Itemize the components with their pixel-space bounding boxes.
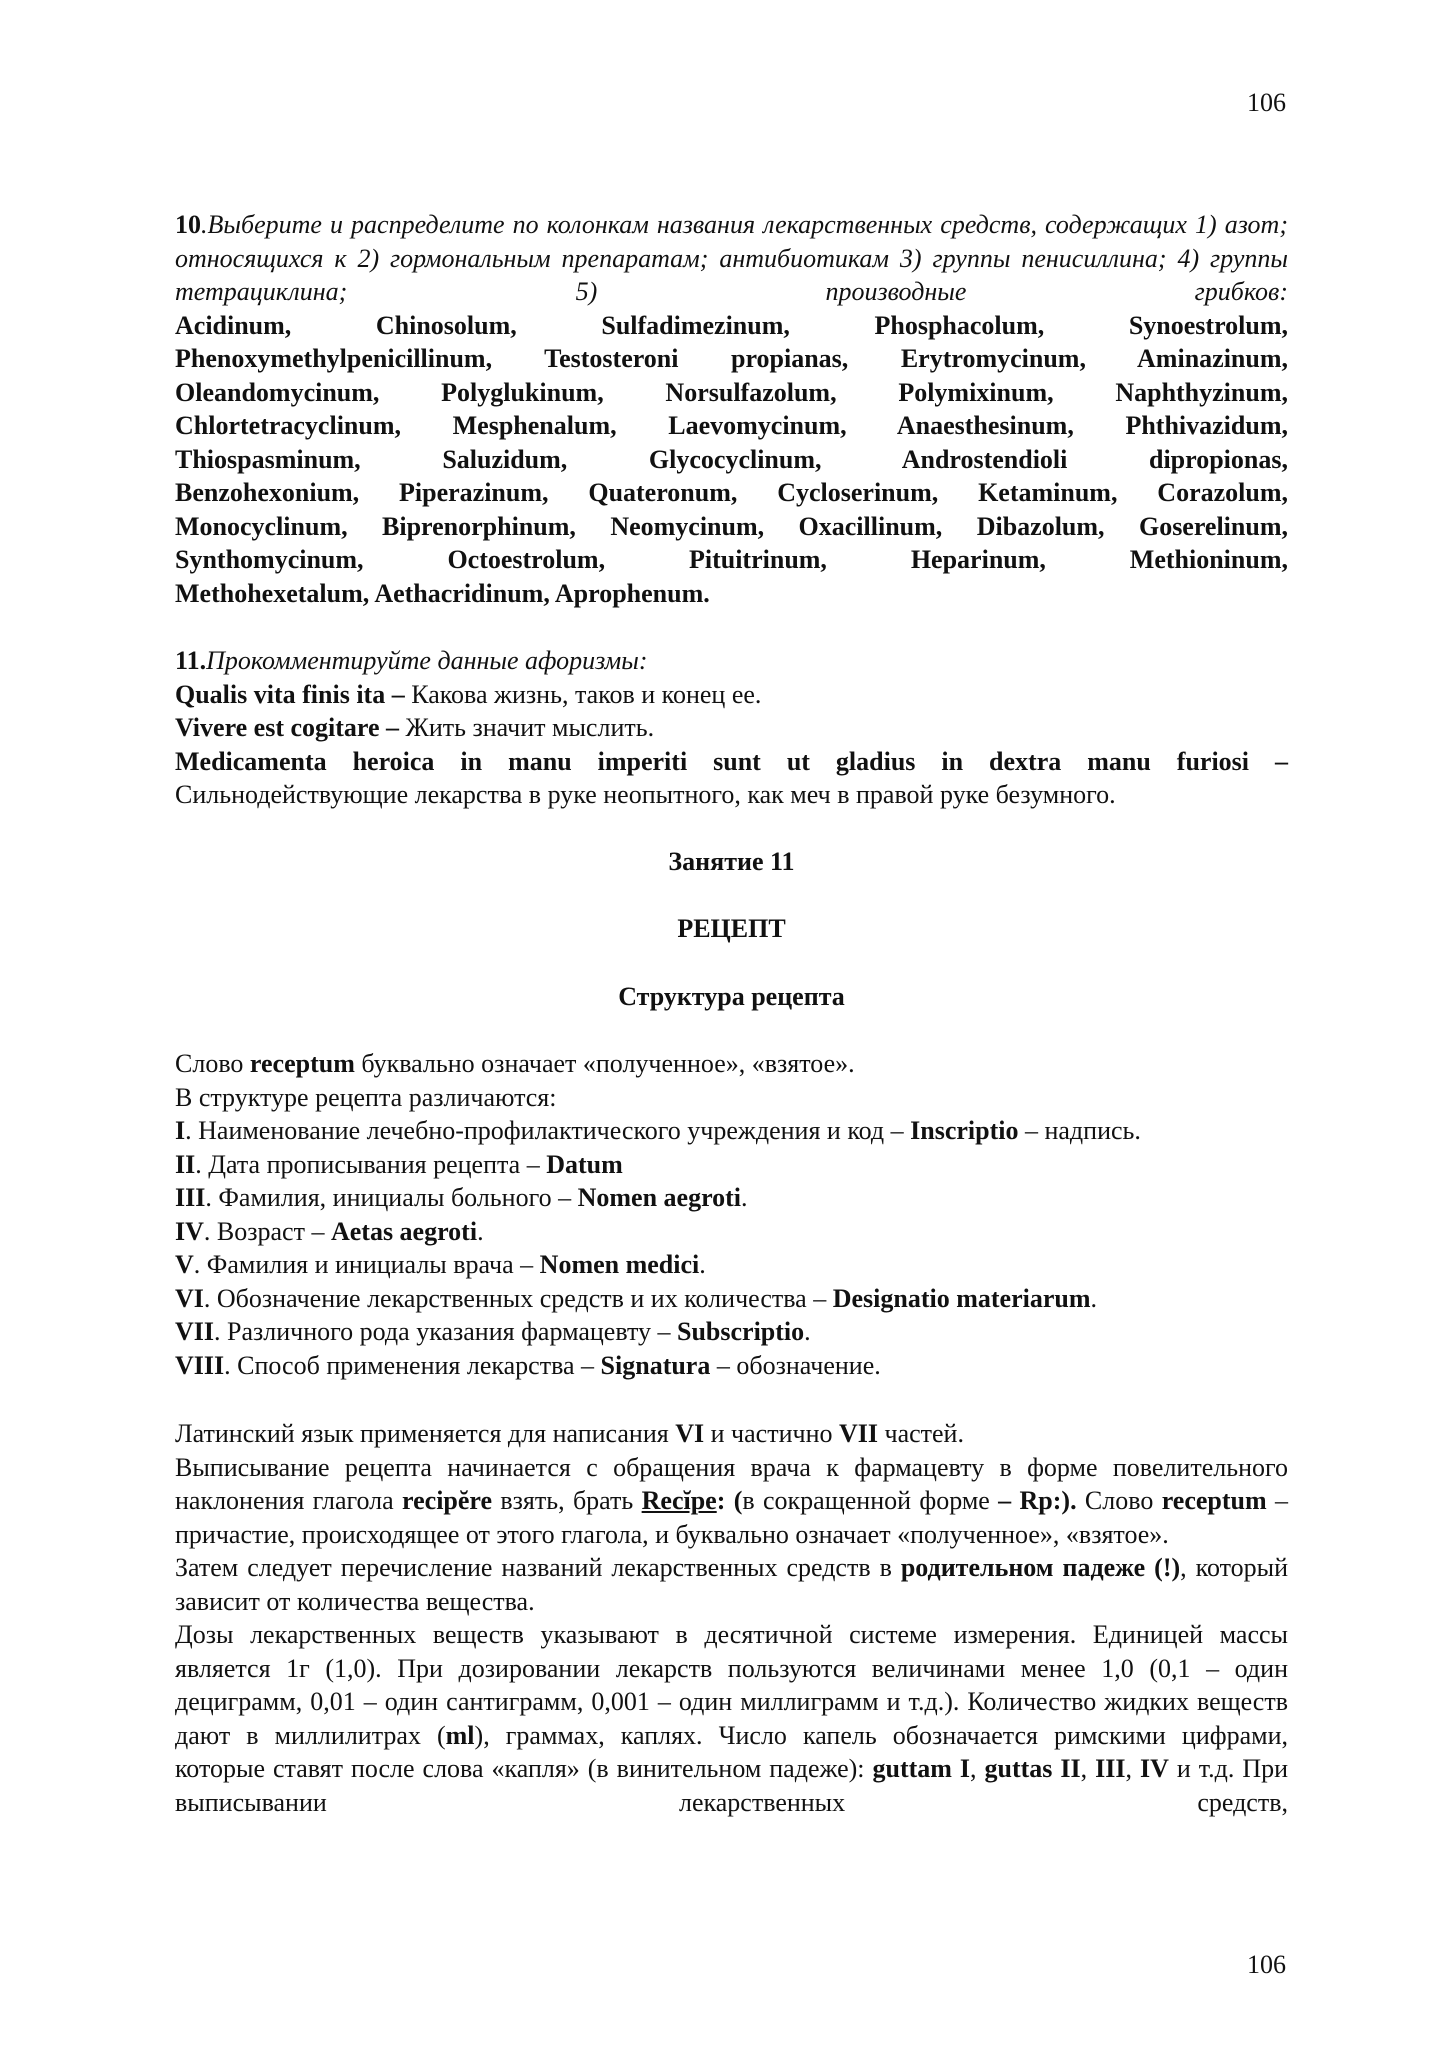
- drug-line: [175, 543, 1288, 577]
- text: .: [1090, 1283, 1097, 1313]
- drug-name: Quateronum,: [588, 478, 778, 507]
- roman-numeral: V: [175, 1250, 194, 1279]
- term: VI: [675, 1419, 705, 1448]
- aphorism-translation: Сильнодействующие лекарства в руке неопытного, как меч в правой руке безумного.: [175, 780, 1116, 809]
- roman-numeral: VII: [175, 1317, 215, 1346]
- aphorism: [175, 711, 1288, 745]
- drug-name: Chlortetracyclinum,: [175, 411, 453, 440]
- drug-line: [175, 476, 1288, 510]
- drug-name: Phthivazidum,: [1125, 411, 1288, 440]
- text: частей.: [878, 1419, 964, 1448]
- text: ), граммах, каплях. Число капель обозначается римскими цифрами, которые ставят после слова «капля» (в винительном падеже):: [175, 1720, 1288, 1783]
- aphorism-latin: Qualis vita finis ita –: [175, 679, 405, 709]
- drug-name: Synthomycinum,: [175, 545, 448, 574]
- aphorism-translation: Какова жизнь, таков и конец ее.: [404, 679, 762, 709]
- spacer: [175, 1382, 1288, 1417]
- text: . Фамилия, инициалы больного –: [205, 1183, 578, 1212]
- task-10-number: 10: [175, 210, 201, 239]
- drug-line: [175, 342, 1288, 376]
- drug-name: Goserelinum,: [1138, 511, 1288, 541]
- aphorism-latin: Vivere est cogitare –: [175, 713, 400, 742]
- drug-line: [175, 443, 1288, 477]
- term: родительном падеже (!): [900, 1553, 1181, 1582]
- task-11: [175, 644, 1288, 812]
- page-number-top: 106: [1247, 88, 1286, 117]
- drug-line: [175, 409, 1288, 443]
- task-10: [175, 208, 1288, 610]
- task-11-number: 11.: [175, 646, 207, 675]
- recipe-structure: [175, 1047, 1288, 1382]
- aphorism-latin: Medicamenta heroica in manu imperiti sunt ut gladius in dextra manu furiosi –: [175, 746, 1288, 776]
- drug-name: Piperazinum,: [399, 478, 589, 507]
- drug-name: Neomycinum,: [610, 511, 799, 541]
- latin-term: Nomen aegroti: [577, 1183, 742, 1212]
- text: ,: [970, 1754, 985, 1783]
- intro-line: [175, 1047, 1288, 1081]
- drug-line: [175, 376, 1288, 410]
- drug-name: Dibazolum,: [976, 511, 1139, 541]
- drug-name: Benzohexonium,: [175, 478, 400, 507]
- latin-term: Inscriptio: [910, 1116, 1019, 1145]
- text: в сокращенной форме: [742, 1486, 999, 1515]
- term: receptum: [1161, 1486, 1267, 1515]
- drug-name: Phenoxymethylpenicillinum,: [175, 344, 545, 373]
- page-content: [175, 208, 1288, 1819]
- text: : (: [716, 1486, 743, 1515]
- drug-name: Phosphacolum,: [874, 310, 1129, 340]
- drug-name: Acidinum,: [175, 310, 376, 340]
- roman-numeral: VI: [175, 1283, 204, 1313]
- drug-name: Naphthyzinum,: [1115, 377, 1288, 407]
- text: Слово: [1076, 1486, 1162, 1515]
- aphorism: [175, 745, 1288, 779]
- spacer: [175, 610, 1288, 644]
- drug-name: Biprenorphinum,: [382, 511, 611, 541]
- drug-name: Ketaminum,: [978, 478, 1158, 507]
- lesson-topic: РЕЦЕПТ: [677, 914, 786, 943]
- drug-name: Synoestrolum,: [1128, 310, 1288, 340]
- drug-name: Laevomycinum,: [668, 411, 897, 440]
- paragraph: [175, 1451, 1288, 1552]
- text: ,: [1125, 1754, 1140, 1783]
- drug-name: Thiospasminum,: [175, 444, 443, 474]
- lesson-title: Занятие 11: [668, 846, 795, 876]
- spacer: [175, 878, 1288, 912]
- drug-name: Pituitrinum,: [688, 545, 911, 574]
- drug-name: Polymixinum,: [898, 377, 1116, 407]
- drug-name: Heparinum,: [910, 545, 1130, 574]
- structure-item: [175, 1282, 1288, 1316]
- paragraph: [175, 1551, 1288, 1618]
- roman-numeral: I: [175, 1116, 186, 1145]
- aphorism-translation: Жить значит мыслить.: [399, 713, 655, 742]
- text: . Фамилия и инициалы врача –: [193, 1250, 540, 1279]
- term: – Rp:).: [998, 1486, 1077, 1515]
- drug-name: Aethacridinum,: [374, 578, 555, 608]
- text: Выписывание рецепта начинается с обращения врача к фармацевту в форме повелительного наклонения глагола: [175, 1452, 1288, 1515]
- roman-numeral: VIII: [175, 1350, 225, 1380]
- text: Дозы лекарственных веществ указывают в десятичной системе измерения. Единицей массы является 1г (1,0). При дозировании лекарств пользуются величинами менее 1,0 (0,1 – один дециграмм, 0,01 – один сантиграмм, 0,001 – один миллиграмм и т.д.). Количество жидких веществ дают в миллилитрах (: [175, 1620, 1288, 1750]
- text: .: [804, 1317, 811, 1346]
- lead-line: В структуре рецепта различаются:: [175, 1082, 557, 1112]
- drug-name: Saluzidum,: [442, 444, 649, 474]
- spacer: [175, 1013, 1288, 1047]
- text: . Различного рода указания фармацевту –: [214, 1317, 677, 1346]
- drug-name: Methioninum,: [1129, 545, 1288, 574]
- term: III: [1095, 1754, 1126, 1783]
- drug-line: [175, 309, 1288, 343]
- latin-term: Nomen medici: [539, 1250, 700, 1279]
- spacer: [175, 946, 1288, 980]
- paragraph: [175, 1417, 1288, 1451]
- latin-term: Subscriptio: [677, 1317, 805, 1346]
- drug-name: Aminazinum,: [1137, 344, 1288, 373]
- drug-name: Mesphenalum,: [452, 411, 669, 440]
- term: ml: [445, 1720, 475, 1750]
- drug-name: Erytromycinum,: [900, 344, 1138, 373]
- text: . Обозначение лекарственных средств и их количества –: [203, 1283, 833, 1313]
- roman-numeral: III: [175, 1183, 206, 1212]
- spacer: [175, 812, 1288, 845]
- recipe-term: Recĭpe: [641, 1486, 717, 1515]
- drug-name: Oleandomycinum,: [175, 377, 442, 407]
- roman-numeral: IV: [175, 1216, 204, 1246]
- roman-numeral: II: [175, 1149, 196, 1179]
- text: – надпись.: [1018, 1116, 1141, 1145]
- term: IV: [1139, 1754, 1169, 1783]
- body-text: [175, 1417, 1288, 1819]
- latin-term: Designatio materiarum: [832, 1283, 1091, 1313]
- text: Латинский язык применяется для написания: [175, 1419, 676, 1448]
- drug-name: Aprophenum.: [554, 578, 710, 608]
- text: , который зависит от количества вещества.: [175, 1553, 1288, 1616]
- text: . Наименование лечебно-профилактического учреждения и код –: [185, 1116, 911, 1145]
- structure-item: [175, 1248, 1288, 1282]
- drug-name: Chinosolum,: [375, 310, 602, 340]
- drug-name: Anaesthesinum,: [896, 411, 1126, 440]
- structure-item: [175, 1181, 1288, 1215]
- term: VII: [838, 1419, 878, 1448]
- task-11-instruction: [175, 644, 1288, 678]
- text: .: [741, 1183, 748, 1212]
- paragraph: [175, 1618, 1288, 1819]
- aphorism-translation-line: [175, 778, 1288, 812]
- text: – обозначение.: [710, 1350, 881, 1380]
- text: . Возраст –: [203, 1216, 331, 1246]
- term: guttas II: [984, 1754, 1081, 1783]
- text: ,: [1080, 1754, 1096, 1783]
- drug-name: Testosteroni propianas,: [544, 344, 901, 373]
- text: Затем следует перечисление названий лекарственных средств в: [175, 1553, 901, 1582]
- aphorism: [175, 678, 1288, 712]
- text: Слово: [175, 1049, 250, 1078]
- term: guttam I: [872, 1754, 971, 1783]
- text: . Дата прописывания рецепта –: [195, 1149, 547, 1179]
- structure-item: [175, 1148, 1288, 1182]
- drug-name: Octoestrolum,: [447, 545, 689, 574]
- drug-name: Cycloserinum,: [777, 478, 979, 507]
- task-11-text: Прокомментируйте данные афоризмы:: [206, 646, 648, 675]
- term: receptum: [249, 1049, 355, 1078]
- page-number-bottom: 106: [1247, 1950, 1286, 1979]
- structure-item: [175, 1114, 1288, 1148]
- structure-item: [175, 1349, 1288, 1383]
- drug-list: [175, 309, 1288, 611]
- drug-name: Glycocyclinum,: [648, 444, 902, 474]
- latin-term: Datum: [546, 1149, 623, 1179]
- drug-name: Polyglukinum,: [441, 377, 666, 407]
- drug-line: [175, 510, 1288, 544]
- text: и частично: [704, 1419, 839, 1448]
- text: взять, брать: [492, 1486, 642, 1515]
- drug-name: Methohexetalum,: [175, 578, 375, 608]
- text: – причастие, происходящее от этого глагола, и буквально означает «полученное», «взятое».: [175, 1486, 1288, 1549]
- text: . Способ применения лекарства –: [224, 1350, 601, 1380]
- drug-name: Sulfadimezinum,: [601, 310, 875, 340]
- latin-term: Signatura: [600, 1350, 711, 1380]
- task-10-text: .Выберите и распределите по колонкам названия лекарственных средств, содержащих 1) азот; относящихся к 2) гормональным препаратам; антибиотикам 3) группы пенисиллина; 4) группы тетрациклина; 5) производные грибков:: [175, 210, 1288, 306]
- text: буквально означает «полученное», «взятое».: [354, 1049, 855, 1078]
- drug-name: Corazolum,: [1157, 478, 1288, 507]
- drug-name: Oxacillinum,: [798, 511, 977, 541]
- latin-term: Aetas aegroti: [330, 1216, 478, 1246]
- drug-line: [175, 577, 1288, 611]
- drug-name: Norsulfazolum,: [665, 377, 899, 407]
- term: recipĕre: [402, 1486, 493, 1515]
- task-10-instruction: [175, 208, 1288, 309]
- drug-name: Monocyclinum,: [175, 511, 383, 541]
- term: [642, 1486, 743, 1515]
- structure-item: [175, 1215, 1288, 1249]
- text: и т.д. При выписывании лекарственных средств,: [175, 1754, 1289, 1817]
- text: .: [477, 1216, 484, 1246]
- text: .: [699, 1250, 706, 1279]
- drug-name: Androstendioli dipropionas,: [901, 444, 1288, 474]
- section-subtitle: Структура рецепта: [618, 981, 845, 1011]
- structure-item: [175, 1315, 1288, 1349]
